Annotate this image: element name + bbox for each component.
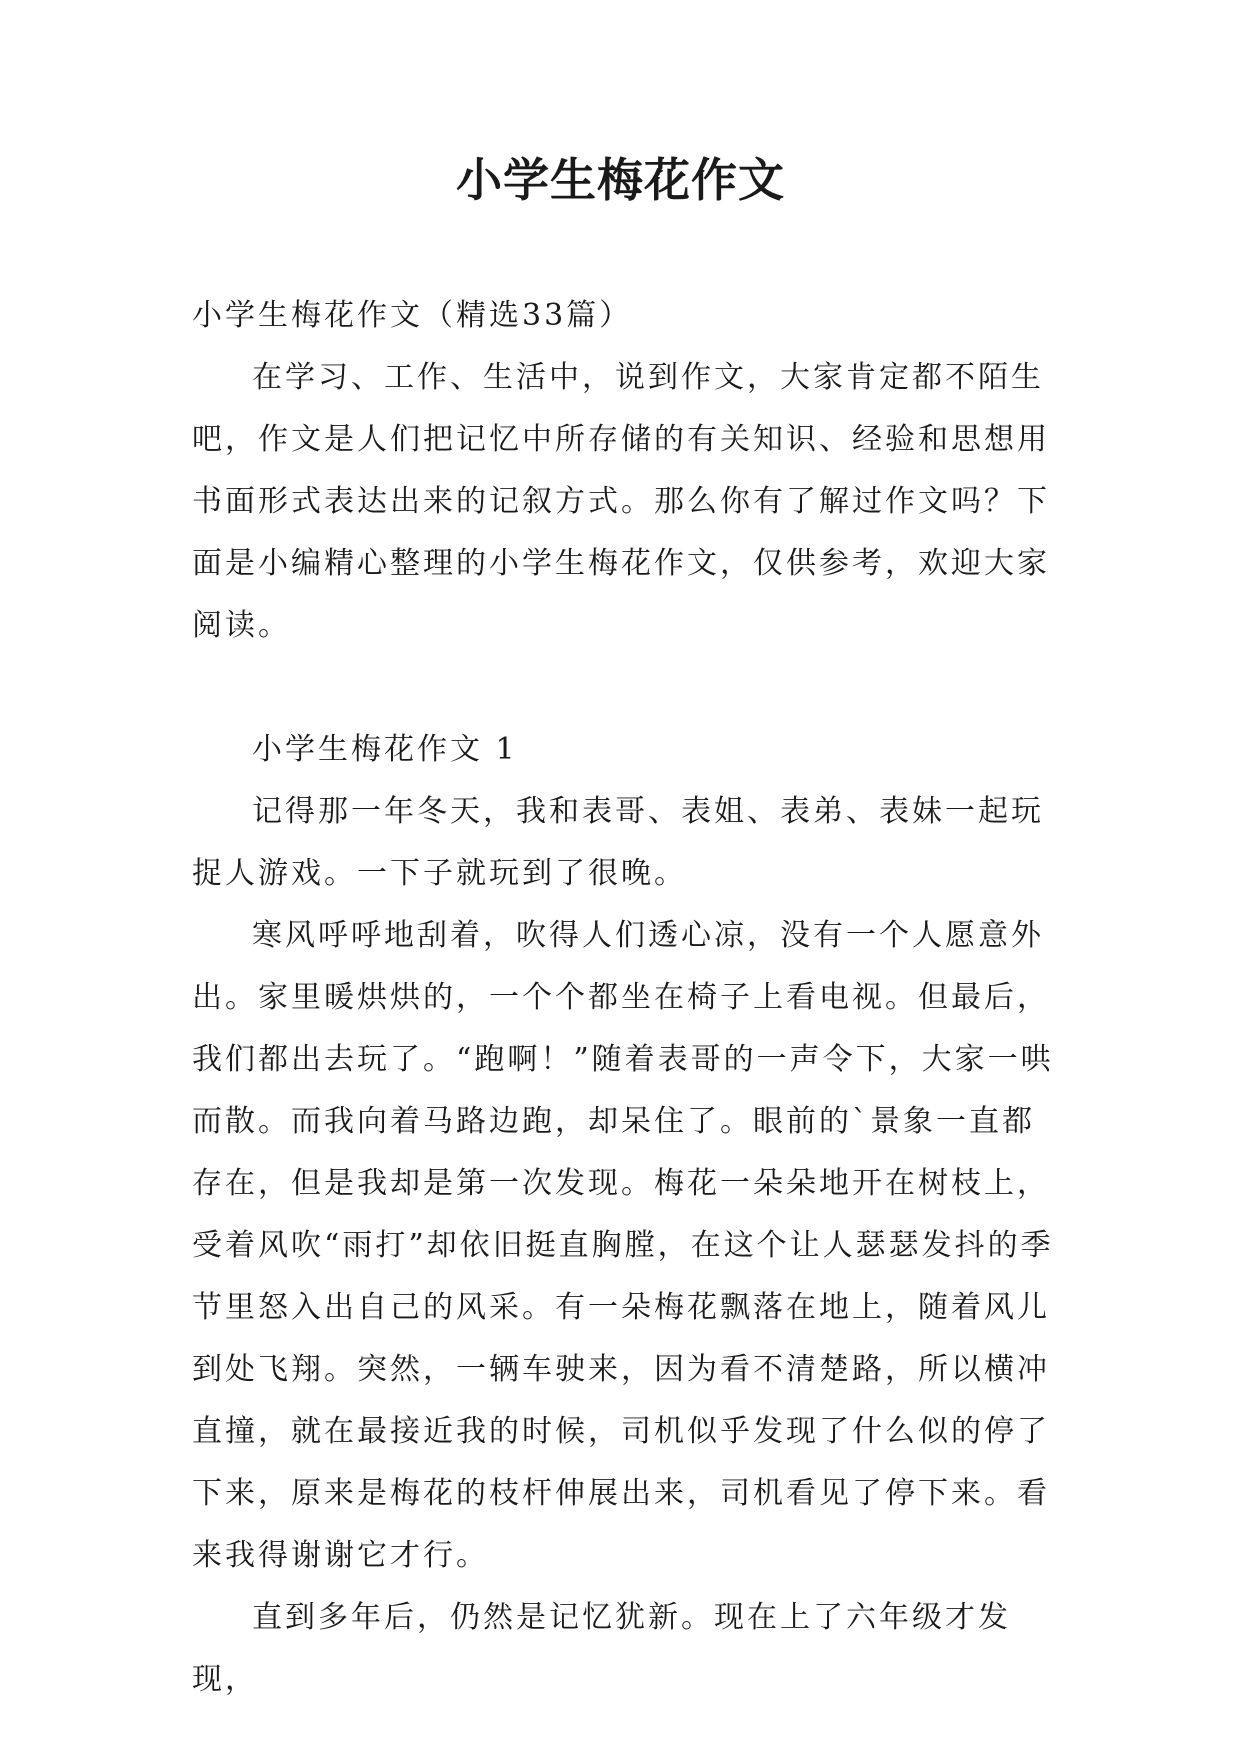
section-heading: 小学生梅花作文 1 — [252, 732, 518, 767]
intro-paragraph: 在学习、工作、生活中，说到作文，大家肯定都不陌生吧，作文是人们把记忆中所存储的有关知识、经验和思想用书面形式表达出来的记叙方式。那么你有了解过作文吗？下面是小编精心整理的小学生梅花作文，仅供参考，欢迎大家阅读。 — [192, 360, 1050, 643]
document-title: 小学生梅花作文 — [456, 153, 785, 207]
document-body — [192, 285, 1062, 1711]
document-subtitle: 小学生梅花作文（精选33篇） — [192, 298, 633, 333]
body-paragraph: 直到多年后，仍然是记忆犹新。现在上了六年级才发现， — [192, 1600, 1011, 1697]
body-paragraph: 寒风呼呼地刮着，吹得人们透心凉，没有一个人愿意外出。家里暖烘烘的，一个个都坐在椅子上看电视。但最后，我们都出去玩了。“跑啊！”随着表哥的一声令下，大家一哄而散。而我向着马路边跑，却呆住了。眼前的`景象一直都存在，但是我却是第一次发现。梅花一朵朵地开在树枝上，受着风吹“雨打”却依旧挺直胸膛，在这个让人瑟瑟发抖的季节里怒入出自己的风采。有一朵梅花飘落在地上，随着风儿到处飞翔。突然，一辆车驶来，因为看不清楚路，所以横冲直撞，就在最接近我的时候，司机似乎发现了什么似的停了下来，原来是梅花的枝杆伸展出来，司机看见了停下来。看来我得谢谢它才行。 — [192, 918, 1054, 1573]
body-paragraph: 记得那一年冬天，我和表哥、表姐、表弟、表妹一起玩捉人游戏。一下子就玩到了很晚。 — [192, 794, 1044, 891]
